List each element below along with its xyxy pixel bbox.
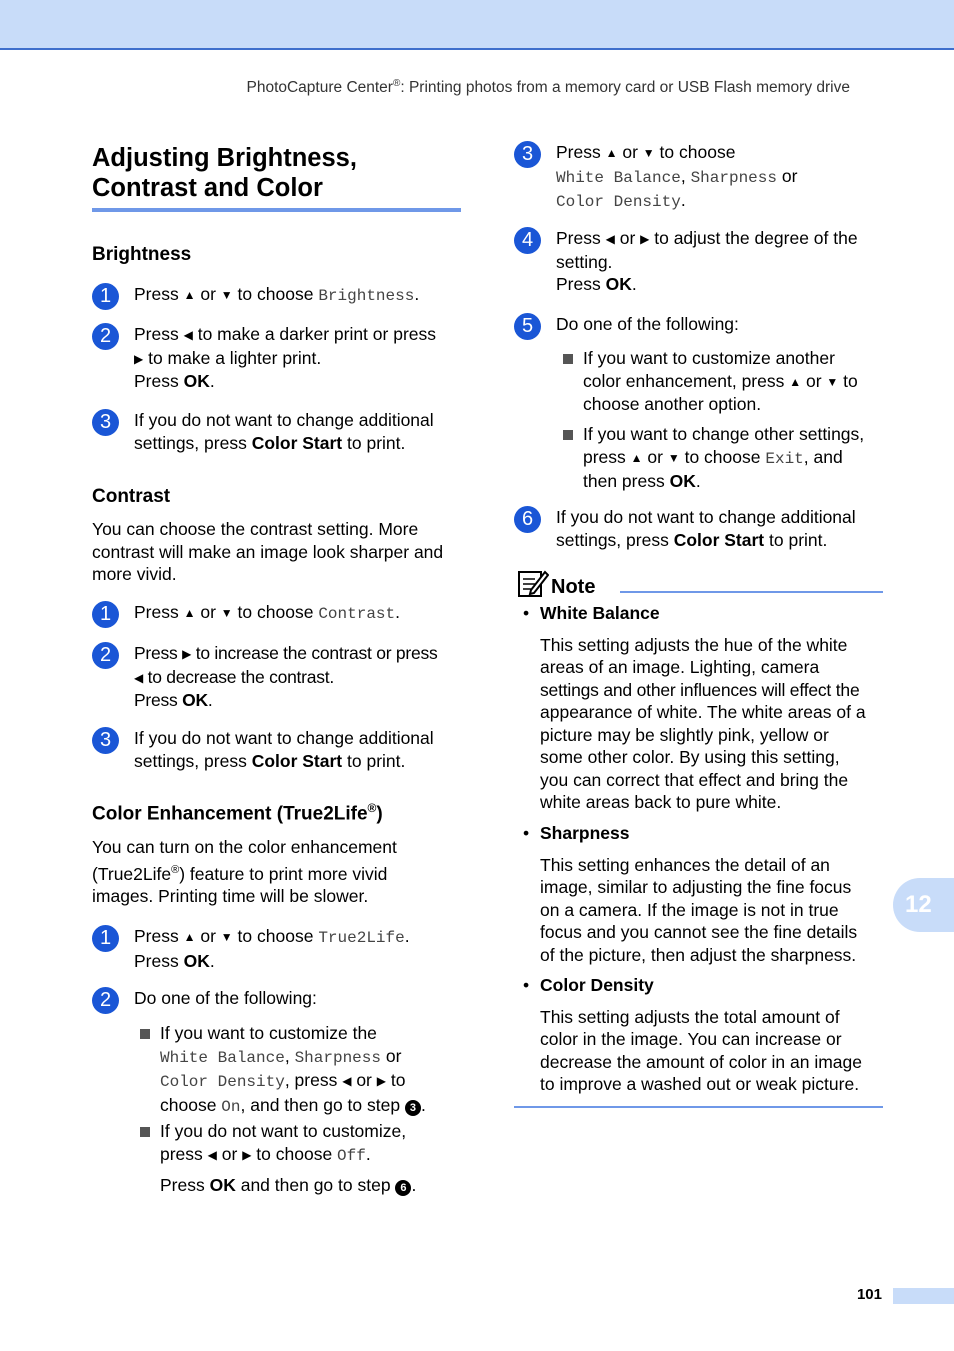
left-arrow-icon: ◀ — [207, 1147, 217, 1162]
down-arrow-icon: ▼ — [220, 288, 233, 302]
note-item-white-balance: • White Balance This setting adjusts the hue of the white areas of an image. Lighting, camera settings and other influences will effect the appearance of white. The white areas of a picture may be slightly pink, yellow or some other color. By using this setting, you can correct that effect and bring the white areas back to pure white. — [523, 603, 866, 812]
note-title: Note — [551, 576, 596, 598]
bullet-dot-icon: • — [523, 603, 530, 623]
up-arrow-icon: ▲ — [605, 146, 618, 160]
chapter-tab: 12 — [893, 878, 954, 932]
color-option-customize: If you want to customize the White Balance, Sharpness or Color Density, press ◀ or ▶ to choose On, and then go to step 3 . — [160, 1022, 426, 1118]
square-bullet-icon — [140, 1127, 150, 1137]
page-title: Adjusting Brightness, Contrast and Color — [92, 144, 357, 202]
square-bullet-icon — [563, 354, 573, 364]
down-arrow-icon: ▼ — [667, 450, 680, 465]
note-bottom-rule — [514, 1106, 883, 1108]
down-arrow-icon: ▼ — [826, 374, 839, 389]
contrast-intro: You can choose the contrast setting. More contrast will make an image look sharper and more vivid. — [92, 519, 444, 584]
bullet-dot-icon: • — [523, 823, 530, 843]
note-pencil-icon — [517, 568, 549, 598]
option-customize-another: If you want to customize another color enhancement, press ▲ or ▼ to choose another option. — [583, 347, 858, 416]
right-arrow-icon: ▶ — [376, 1074, 386, 1088]
step-3-icon: 3 — [405, 1100, 421, 1116]
right-arrow-icon: ▶ — [242, 1147, 252, 1162]
left-arrow-icon: ◀ — [134, 670, 143, 685]
note-item-color-density: • Color Density This setting adjusts the total amount of color in the image. You can increase or decrease the amount of color in an image to improve a washed out or weak picture. — [523, 975, 862, 1094]
color-option-no-customize: If you do not want to customize, press ◀ or ▶ to choose Off. — [160, 1120, 406, 1167]
top-banner — [0, 0, 954, 50]
down-arrow-icon: ▼ — [642, 146, 655, 160]
up-arrow-icon: ▲ — [183, 606, 196, 620]
up-arrow-icon: ▲ — [630, 450, 643, 465]
down-arrow-icon: ▼ — [220, 930, 233, 944]
square-bullet-icon — [563, 430, 573, 440]
brightness-heading: Brightness — [92, 244, 192, 265]
left-arrow-icon: ◀ — [183, 328, 193, 342]
step-6-icon: 6 — [395, 1180, 411, 1196]
left-arrow-icon: ◀ — [342, 1074, 352, 1088]
bullet-dot-icon: • — [523, 975, 530, 995]
page-number: 101 — [856, 1286, 882, 1303]
up-arrow-icon: ▲ — [183, 930, 196, 944]
title-underline — [92, 208, 461, 212]
up-arrow-icon: ▲ — [183, 288, 196, 302]
square-bullet-icon — [140, 1029, 150, 1039]
running-header: PhotoCapture Center®: Printing photos from a memory card or USB Flash memory drive — [246, 78, 850, 97]
color-enhancement-heading: Color Enhancement (True2Life®) — [92, 801, 383, 825]
option-change-other-settings: If you want to change other settings, press ▲ or ▼ to choose Exit, and then press OK. — [583, 423, 864, 493]
right-arrow-icon: ▶ — [182, 647, 192, 661]
page-number-bar — [893, 1288, 954, 1304]
note-item-sharpness: • Sharpness This setting enhances the detail of an image, similar to adjusting the fine focus on a camera. If the image is not in true focus and you cannot see the fine details of the picture, then adjust the sharpness. — [523, 823, 858, 965]
right-arrow-icon: ▶ — [134, 351, 144, 366]
color-intro: You can turn on the color enhancement (True2Life®) feature to print more vivid images. Printing time will be slower. — [92, 837, 397, 906]
note-title-rule — [620, 591, 883, 593]
left-arrow-icon: ◀ — [605, 232, 615, 246]
down-arrow-icon: ▼ — [220, 606, 233, 620]
color-option-ok-note: Press OK and then go to step 6 . — [160, 1175, 417, 1195]
contrast-heading: Contrast — [92, 486, 171, 507]
right-arrow-icon: ▶ — [640, 232, 650, 246]
up-arrow-icon: ▲ — [789, 374, 802, 389]
